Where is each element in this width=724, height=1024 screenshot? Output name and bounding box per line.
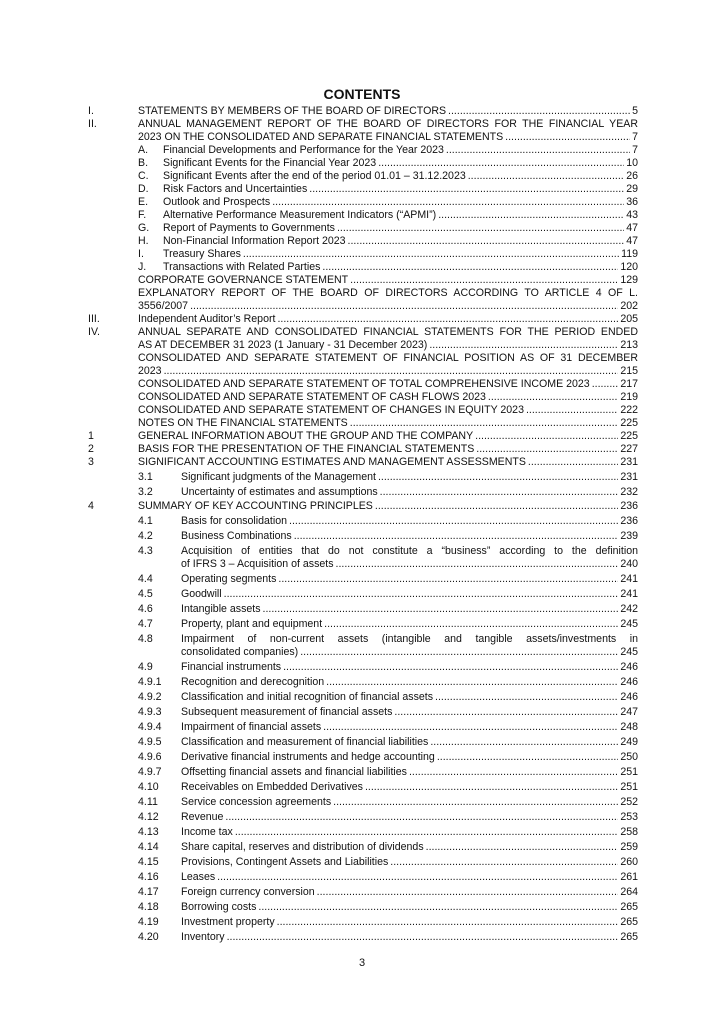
- toc-number: 3.1: [138, 471, 153, 483]
- toc-number: 4.9.2: [138, 691, 162, 703]
- toc-title: SIGNIFICANT ACCOUNTING ESTIMATES AND MANAGEMENT ASSESSMENTS: [138, 456, 526, 468]
- toc-entry[interactable]: [0, 811, 724, 824]
- toc-number: II.: [88, 118, 97, 130]
- toc-number: 4.9.6: [138, 751, 162, 763]
- toc-title: Recognition and derecognition: [181, 676, 325, 688]
- toc-page: 250: [620, 751, 638, 763]
- toc-page: 265: [620, 901, 638, 913]
- toc-title: Alternative Performance Measurement Indicators (“APMI”): [163, 209, 437, 221]
- toc-title: Revenue: [181, 811, 224, 823]
- toc-number: 4.11: [138, 796, 158, 808]
- toc-title: Financial Developments and Performance for the Year 2023: [163, 144, 444, 156]
- toc-page: 5: [632, 105, 638, 117]
- toc-entry[interactable]: [138, 274, 638, 287]
- toc-entry[interactable]: [0, 931, 724, 944]
- toc-page: 120: [620, 261, 638, 273]
- toc-title: NOTES ON THE FINANCIAL STATEMENTS: [138, 417, 348, 429]
- toc-page: 29: [626, 183, 638, 195]
- toc-page: 202: [620, 300, 638, 312]
- toc-number: H.: [138, 235, 149, 247]
- toc-number: E.: [138, 196, 149, 208]
- toc-title: CORPORATE GOVERNANCE STATEMENT: [138, 274, 349, 286]
- toc-number: D.: [138, 183, 149, 195]
- toc-title: Significant Events for the Financial Year 2023: [163, 157, 377, 169]
- toc-number: 2: [88, 443, 94, 455]
- toc-entry[interactable]: [0, 105, 724, 118]
- toc-page: 246: [620, 661, 638, 673]
- toc-entry[interactable]: [0, 751, 724, 764]
- toc-number: 4.15: [138, 856, 159, 868]
- toc-page: 239: [620, 530, 638, 542]
- toc-title: Non-Financial Information Report 2023: [163, 235, 346, 247]
- toc-entry[interactable]: [0, 170, 724, 183]
- toc-page: 43: [626, 209, 638, 221]
- toc-title[interactable]: ANNUAL MANAGEMENT REPORT OF THE BOARD OF DIRECTORS FOR THE FINANCIAL YEAR: [138, 118, 638, 130]
- toc-title: Operating segments: [181, 573, 277, 585]
- toc-entry[interactable]: [0, 736, 724, 749]
- toc-entry[interactable]: [138, 391, 638, 404]
- toc-number: 4: [88, 500, 94, 512]
- toc-title: Property, plant and equipment: [181, 618, 323, 630]
- toc-entry[interactable]: [0, 196, 724, 209]
- toc-entry[interactable]: [0, 430, 724, 443]
- toc-number: 3: [88, 456, 94, 468]
- toc-title[interactable]: Acquisition of entities that do not constitute a “business” according to the definition: [181, 545, 638, 557]
- toc-page: 241: [620, 573, 638, 585]
- toc-entry[interactable]: [0, 157, 724, 170]
- toc-page: 225: [620, 430, 638, 442]
- toc-title: STATEMENTS BY MEMBERS OF THE BOARD OF DIRECTORS: [138, 105, 447, 117]
- toc-title: Classification and initial recognition of financial assets: [181, 691, 434, 703]
- toc-page: 258: [620, 826, 638, 838]
- toc-entry[interactable]: [0, 486, 724, 499]
- toc-entry[interactable]: [0, 603, 724, 616]
- toc-entry[interactable]: [0, 530, 724, 543]
- toc-number: 4.9.4: [138, 721, 162, 733]
- toc-title: Subsequent measurement of financial assets: [181, 706, 393, 718]
- toc-title: Borrowing costs: [181, 901, 257, 913]
- toc-entry[interactable]: [138, 417, 638, 430]
- toc-title[interactable]: CONSOLIDATED AND SEPARATE STATEMENT OF FINANCIAL POSITION AS OF 31 DECEMBER: [138, 352, 638, 364]
- toc-entry[interactable]: [0, 706, 724, 719]
- toc-number: 3.2: [138, 486, 153, 498]
- toc-entry[interactable]: [0, 209, 724, 222]
- toc-title: Significant judgments of the Management: [181, 471, 376, 483]
- toc-title: Offsetting financial assets and financial liabilities: [181, 766, 407, 778]
- toc-entry[interactable]: [0, 841, 724, 854]
- toc-title: Business Combinations: [181, 530, 292, 542]
- toc-number: 4.10: [138, 781, 159, 793]
- toc-number: 4.18: [138, 901, 159, 913]
- toc-page: 247: [620, 706, 638, 718]
- toc-number: 4.1: [138, 515, 153, 527]
- toc-entry[interactable]: [0, 558, 724, 571]
- toc-entry[interactable]: [138, 404, 638, 417]
- toc-title: 3556/2007: [138, 300, 189, 312]
- toc-page: 248: [620, 721, 638, 733]
- toc-title: AS AT DECEMBER 31 2023 (1 January - 31 December 2023): [138, 339, 428, 351]
- toc-title: Income tax: [181, 826, 233, 838]
- toc-title: Significant Events after the end of the period 01.01 – 31.12.2023: [163, 170, 466, 182]
- toc-number: 4.5: [138, 588, 153, 600]
- toc-number: 4.2: [138, 530, 153, 542]
- toc-entry[interactable]: [0, 261, 724, 274]
- toc-title: Risk Factors and Uncertainties: [163, 183, 308, 195]
- toc-title: Independent Auditor’s Report: [138, 313, 276, 325]
- page-number: 3: [358, 957, 366, 969]
- toc-number: 4.12: [138, 811, 159, 823]
- toc-number: 4.9: [138, 661, 153, 673]
- toc-page: 242: [620, 603, 638, 615]
- toc-page: 119: [621, 248, 638, 260]
- toc-title: Service concession agreements: [181, 796, 332, 808]
- toc-page: 213: [620, 339, 638, 351]
- toc-entry[interactable]: [0, 248, 724, 261]
- toc-entry[interactable]: [0, 871, 724, 884]
- toc-page: 231: [620, 471, 638, 483]
- toc-page: 217: [620, 378, 638, 390]
- toc-title: Uncertainty of estimates and assumptions: [181, 486, 378, 498]
- toc-title: of IFRS 3 – Acquisition of assets: [181, 558, 334, 570]
- toc-page: 240: [620, 558, 638, 570]
- toc-number: 4.8: [138, 633, 153, 645]
- toc-number: 4.6: [138, 603, 153, 615]
- toc-number: 1: [88, 430, 94, 442]
- toc-title: Classification and measurement of financial liabilities: [181, 736, 429, 748]
- toc-title[interactable]: Impairment of non-current assets (intangible and tangible assets/investments in: [181, 633, 638, 645]
- toc-title: GENERAL INFORMATION ABOUT THE GROUP AND THE COMPANY: [138, 430, 474, 442]
- toc-number: C.: [138, 170, 149, 182]
- toc-entry[interactable]: [138, 131, 638, 144]
- toc-entry[interactable]: [138, 300, 638, 313]
- toc-entry[interactable]: [0, 456, 724, 469]
- toc-number: 4.9.5: [138, 736, 162, 748]
- toc-title: Basis for consolidation: [181, 515, 287, 527]
- toc-title: Goodwill: [181, 588, 222, 600]
- toc-entry[interactable]: [0, 781, 724, 794]
- toc-title: SUMMARY OF KEY ACCOUNTING PRINCIPLES: [138, 500, 373, 512]
- toc-page: 215: [620, 365, 638, 377]
- toc-page: 261: [620, 871, 638, 883]
- toc-page: 36: [626, 196, 638, 208]
- toc-page: 259: [620, 841, 638, 853]
- toc-title: CONSOLIDATED AND SEPARATE STATEMENT OF TOTAL COMPREHENSIVE INCOME 2023: [138, 378, 590, 390]
- toc-page: 249: [620, 736, 638, 748]
- toc-number: 4.13: [138, 826, 159, 838]
- toc-page: 245: [620, 646, 638, 658]
- toc-number: 4.3: [138, 545, 153, 557]
- toc-title: Provisions, Contingent Assets and Liabilities: [181, 856, 389, 868]
- toc-page: 236: [620, 515, 638, 527]
- toc-entry[interactable]: [0, 826, 724, 839]
- toc-title: 2023 ON THE CONSOLIDATED AND SEPARATE FINANCIAL STATEMENTS: [138, 131, 504, 143]
- toc-number: 4.14: [138, 841, 159, 853]
- toc-entry[interactable]: [138, 365, 638, 378]
- toc-number: I.: [138, 248, 144, 260]
- toc-entry[interactable]: [0, 183, 724, 196]
- page-title: CONTENTS: [323, 86, 401, 102]
- toc-page: 251: [620, 781, 638, 793]
- toc-title: Impairment of financial assets: [181, 721, 322, 733]
- toc-title: Receivables on Embedded Derivatives: [181, 781, 363, 793]
- toc-title: Intangible assets: [181, 603, 261, 615]
- toc-page: 26: [626, 170, 638, 182]
- toc-title[interactable]: ANNUAL SEPARATE AND CONSOLIDATED FINANCIAL STATEMENTS FOR THE PERIOD ENDED: [138, 326, 638, 338]
- toc-number: 4.16: [138, 871, 159, 883]
- toc-number: A.: [138, 144, 149, 156]
- toc-entry[interactable]: [138, 378, 638, 391]
- toc-entry[interactable]: [0, 588, 724, 601]
- toc-page: 246: [620, 676, 638, 688]
- toc-entry[interactable]: [0, 691, 724, 704]
- toc-title: Foreign currency conversion: [181, 886, 315, 898]
- toc-page: 265: [620, 931, 638, 943]
- toc-title: Leases: [181, 871, 216, 883]
- toc-entry[interactable]: [0, 222, 724, 235]
- toc-entry[interactable]: [0, 766, 724, 779]
- toc-page: 231: [620, 456, 638, 468]
- toc-entry[interactable]: [0, 646, 724, 659]
- toc-entry[interactable]: [0, 721, 724, 734]
- toc-number: IV.: [88, 326, 100, 338]
- toc-title: Financial instruments: [181, 661, 282, 673]
- toc-number: J.: [138, 261, 147, 273]
- toc-page: 236: [620, 500, 638, 512]
- toc-entry[interactable]: [0, 886, 724, 899]
- toc-title: BASIS FOR THE PRESENTATION OF THE FINANCIAL STATEMENTS: [138, 443, 475, 455]
- toc-entry[interactable]: [0, 573, 724, 586]
- toc-title: Investment property: [181, 916, 275, 928]
- toc-number: F.: [138, 209, 147, 221]
- toc-number: 4.9.3: [138, 706, 162, 718]
- toc-page: 47: [626, 222, 638, 234]
- toc-entry[interactable]: [0, 235, 724, 248]
- toc-page: 246: [620, 691, 638, 703]
- toc-entry[interactable]: [0, 144, 724, 157]
- toc-number: I.: [88, 105, 94, 117]
- toc-entry[interactable]: [0, 676, 724, 689]
- toc-title[interactable]: EXPLANATORY REPORT OF THE BOARD OF DIRECTORS ACCORDING TO ARTICLE 4 OF L.: [138, 287, 638, 299]
- toc-page: 253: [620, 811, 638, 823]
- toc-number: 4.19: [138, 916, 159, 928]
- toc-page: 7: [632, 131, 638, 143]
- toc-page: 241: [620, 588, 638, 600]
- toc-page: 219: [620, 391, 638, 403]
- toc-number: 4.17: [138, 886, 159, 898]
- toc-page: 252: [620, 796, 638, 808]
- toc-title: 2023: [138, 365, 162, 377]
- toc-number: III.: [88, 313, 100, 325]
- toc-title: Report of Payments to Governments: [163, 222, 335, 234]
- toc-entry[interactable]: [0, 856, 724, 869]
- toc-entry[interactable]: [0, 500, 724, 513]
- toc-number: 4.20: [138, 931, 159, 943]
- toc-entry[interactable]: [0, 471, 724, 484]
- toc-number: 4.4: [138, 573, 153, 585]
- toc-page: 232: [620, 486, 638, 498]
- toc-page: 205: [620, 313, 638, 325]
- toc-title: CONSOLIDATED AND SEPARATE STATEMENT OF CASH FLOWS 2023: [138, 391, 486, 403]
- toc-page: 7: [632, 144, 638, 156]
- toc-entry[interactable]: [0, 916, 724, 929]
- toc-entry[interactable]: [0, 618, 724, 631]
- toc-page: 222: [620, 404, 638, 416]
- toc-page: 227: [620, 443, 638, 455]
- toc-page: 245: [620, 618, 638, 630]
- toc-page: 129: [620, 274, 638, 286]
- toc-page: 265: [620, 916, 638, 928]
- toc-title: Inventory: [181, 931, 225, 943]
- toc-page: 47: [626, 235, 638, 247]
- toc-page: 251: [620, 766, 638, 778]
- toc-title: Share capital, reserves and distribution of dividends: [181, 841, 424, 853]
- toc-entry[interactable]: [138, 339, 638, 352]
- toc-entry[interactable]: [0, 796, 724, 809]
- toc-number: G.: [138, 222, 150, 234]
- toc-entry[interactable]: [0, 443, 724, 456]
- toc-entry[interactable]: [0, 313, 724, 326]
- toc-entry[interactable]: [0, 901, 724, 914]
- toc-number: B.: [138, 157, 149, 169]
- toc-title: Transactions with Related Parties: [163, 261, 321, 273]
- toc-title: Outlook and Prospects: [163, 196, 271, 208]
- toc-page: 264: [620, 886, 638, 898]
- toc-title: Derivative financial instruments and hedge accounting: [181, 751, 435, 763]
- toc-page: 225: [620, 417, 638, 429]
- toc-number: 4.7: [138, 618, 153, 630]
- toc-page: 10: [626, 157, 638, 169]
- toc-entry[interactable]: [0, 661, 724, 674]
- toc-title: consolidated companies): [181, 646, 299, 658]
- toc-number: 4.9.1: [138, 676, 162, 688]
- toc-entry[interactable]: [0, 515, 724, 528]
- toc-title: Treasury Shares: [163, 248, 241, 260]
- toc-title: CONSOLIDATED AND SEPARATE STATEMENT OF CHANGES IN EQUITY 2023: [138, 404, 524, 416]
- toc-page: 260: [620, 856, 638, 868]
- toc-number: 4.9.7: [138, 766, 162, 778]
